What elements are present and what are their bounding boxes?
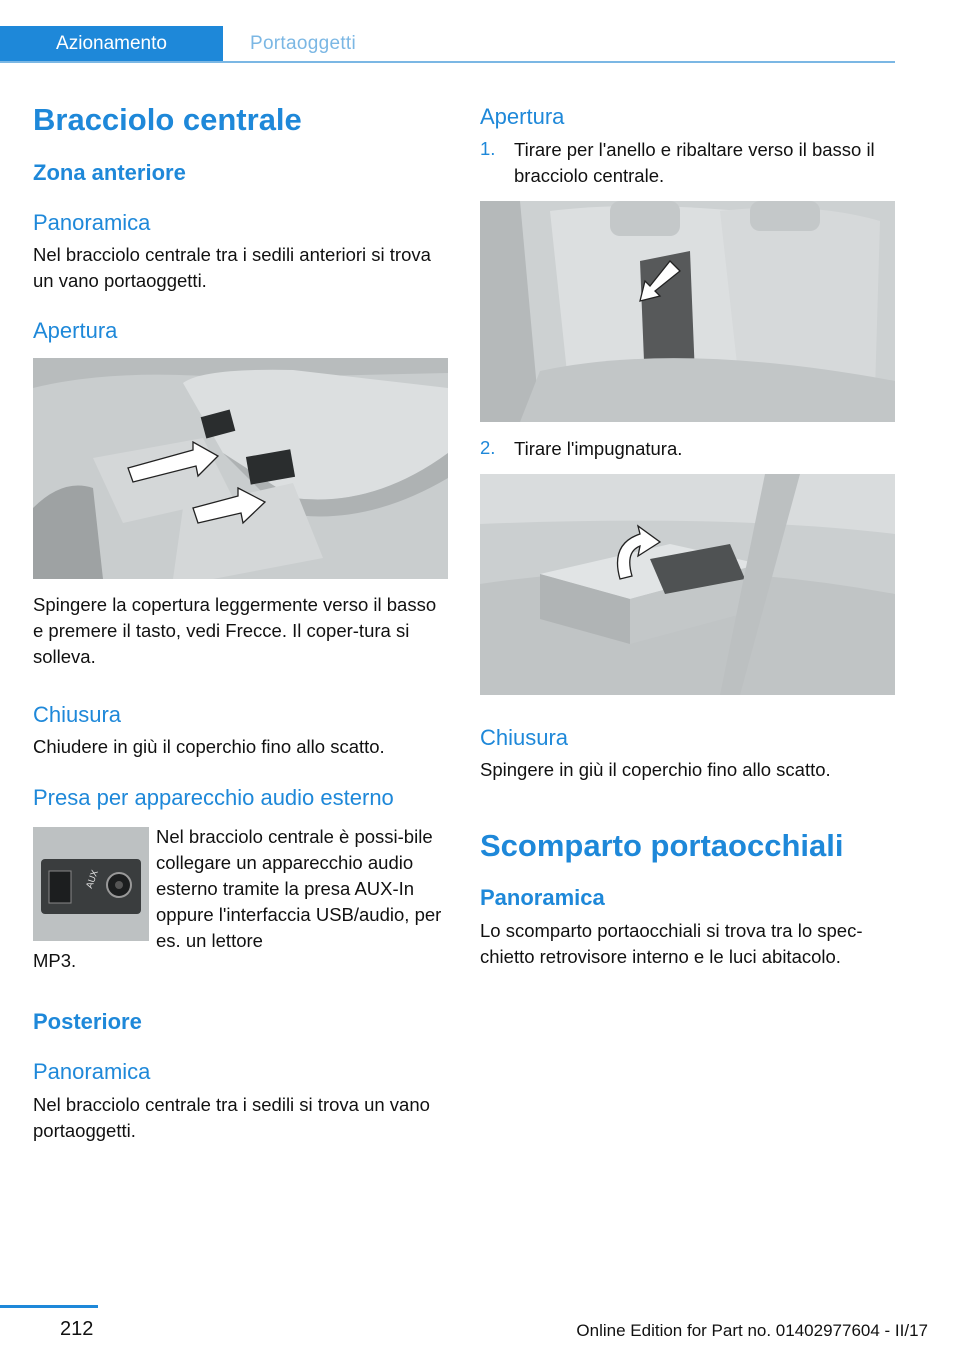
- glasses-overview-text: Lo scomparto portaocchiali si trova tra lo spec-chietto retrovisore interno e le luci abitacolo.: [480, 920, 863, 967]
- heading-rear-closing: Chiusura: [480, 725, 569, 750]
- edition-note: Online Edition for Part no. 01402977604 - II/17: [576, 1321, 928, 1340]
- opening-text: Spingere la copertura leggermente verso il basso e premere il tasto, vedi Frecce. Il coper-tura si solleva.: [33, 594, 437, 667]
- tab-portaoggetti[interactable]: Portaoggetti: [249, 32, 357, 54]
- heading-closing: Chiusura: [33, 702, 122, 727]
- footer-rule: [0, 1305, 98, 1308]
- heading-front: Zona anteriore: [33, 160, 186, 185]
- tab-azionamento[interactable]: Azionamento: [0, 26, 223, 61]
- header-rule: [0, 61, 895, 63]
- heading-rear: Posteriore: [33, 1009, 142, 1034]
- rear-overview-text: Nel bracciolo centrale tra i sedili si trova un vano portaoggetti.: [33, 1094, 430, 1141]
- section-title-glasses-compartment: Scomparto portaocchiali: [480, 828, 844, 863]
- overview-text: Nel bracciolo centrale tra i sedili anteriori si trova un vano portaoggetti.: [33, 244, 431, 291]
- rear-closing-text: Spingere in giù il coperchio fino allo scatto.: [480, 759, 831, 780]
- heading-overview: Panoramica: [33, 210, 151, 235]
- step-text: Tirare l'impugnatura.: [514, 438, 683, 459]
- page-header: [0, 26, 895, 62]
- heading-rear-opening: Apertura: [480, 104, 565, 129]
- step-text: Tirare per l'anello e ribaltare verso il basso il bracciolo centrale.: [514, 139, 875, 186]
- rear-seat-fold-image: [480, 201, 895, 422]
- heading-opening: Apertura: [33, 318, 118, 343]
- section-title-center-armrest: Bracciolo centrale: [33, 102, 302, 137]
- rear-armrest-handle-image: [480, 474, 895, 695]
- heading-rear-overview: Panoramica: [33, 1059, 151, 1084]
- step-number: 2.: [480, 437, 496, 458]
- svg-text:AUX: AUX: [85, 868, 101, 891]
- audio-socket-text: Nel bracciolo centrale è possi-bile collegare un apparecchio audio esterno tramite la presa AUX-In oppure l'interfaccia USB/audio, per es. un lettore: [156, 826, 442, 951]
- closing-text: Chiudere in giù il coperchio fino allo scatto.: [33, 736, 385, 757]
- aux-usb-socket-image: [33, 827, 149, 941]
- audio-socket-text-tail: MP3.: [33, 950, 77, 971]
- heading-audio-socket: Presa per apparecchio audio esterno: [33, 785, 394, 810]
- page-number: 212: [60, 1318, 94, 1340]
- heading-glasses-overview: Panoramica: [480, 885, 605, 910]
- step-number: 1.: [480, 138, 496, 159]
- front-armrest-image: [33, 358, 448, 579]
